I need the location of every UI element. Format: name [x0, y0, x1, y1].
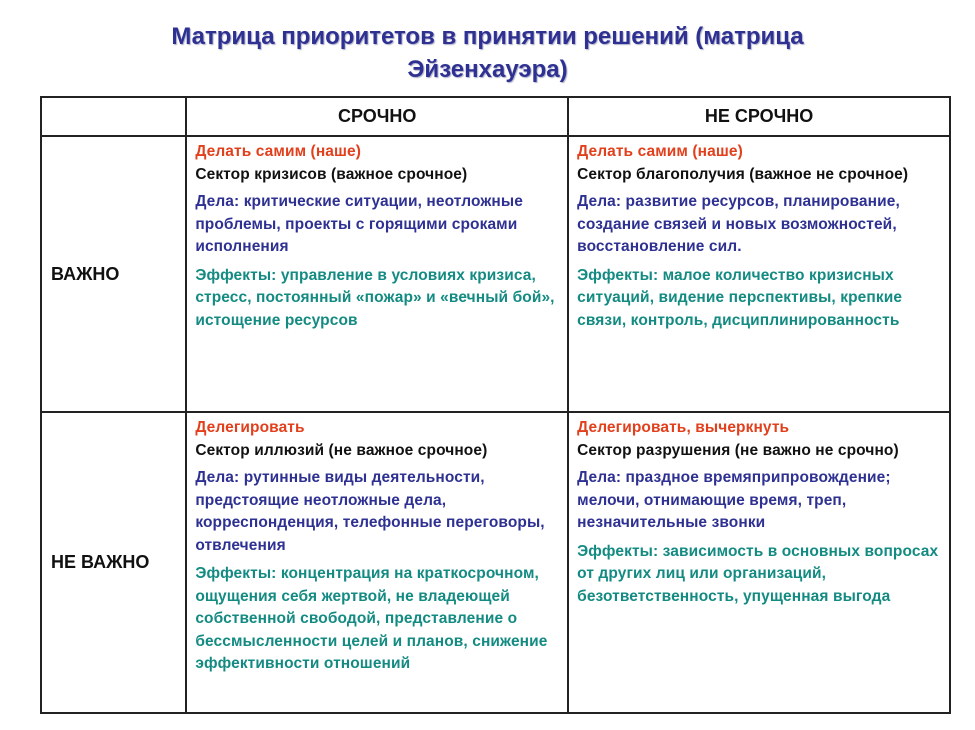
quadrant-action: Делать самим (наше): [577, 143, 743, 160]
table-row-not-important: [41, 412, 950, 713]
corner-cell: [41, 97, 186, 136]
quadrant-illusions: [186, 412, 568, 713]
header-row: [41, 97, 950, 136]
page-title-line-1: Матрица приоритетов в принятии решений (матрица: [171, 23, 804, 50]
quadrant-tasks: Дела: развитие ресурсов, планирование, создание связей и новых возможностей, восстановление сил.: [577, 193, 900, 255]
row-label-not-important: НЕ ВАЖНО: [41, 412, 186, 713]
quadrant-action: Делегировать, вычеркнуть: [577, 419, 790, 436]
quadrant-effects: Эффекты: управление в условиях кризиса, стресс, постоянный «пожар» и «вечный бой», истощение ресурсов: [195, 266, 555, 329]
quadrant-action: Делать самим (наше): [195, 143, 361, 160]
quadrant-effects: Эффекты: концентрация на краткосрочном, ощущения себя жертвой, не владеющей собственной свободой, представление о бессмысленности целей и планов, снижение эффективности отношений: [195, 565, 548, 672]
quadrant-tasks: Дела: рутинные виды деятельности, предстоящие неотложные дела, корреспонденция, телефонные переговоры, отвлечения: [195, 469, 545, 554]
quadrant-sector: Сектор кризисов (важное срочное): [195, 165, 468, 183]
column-header-not-urgent: НЕ СРОЧНО: [568, 97, 950, 136]
table-row-important: [41, 136, 950, 412]
quadrant-wellbeing: [568, 136, 950, 412]
column-header-urgent: СРОЧНО: [186, 97, 568, 136]
quadrant-tasks: Дела: критические ситуации, неотложные проблемы, проекты с горящими сроками исполнения: [195, 193, 523, 255]
page-title: [0, 20, 975, 86]
quadrant-sector: Сектор благополучия (важное не срочное): [577, 165, 909, 183]
quadrant-tasks: Дела: праздное времяприпровождение; мелочи, отнимающие время, треп, незначительные звонки: [577, 469, 891, 531]
row-label-important: ВАЖНО: [41, 136, 186, 412]
quadrant-effects: Эффекты: зависимость в основных вопросах от других лиц или организаций, безответственность, упущенная выгода: [577, 542, 939, 605]
quadrant-sector: Сектор разрушения (не важно не срочно): [577, 441, 899, 459]
page-title-line-2: Эйзенхауэра): [407, 56, 568, 83]
quadrant-crisis: [186, 136, 568, 412]
quadrant-destruction: [568, 412, 950, 713]
quadrant-sector: Сектор иллюзий (не важное срочное): [195, 441, 488, 459]
eisenhower-matrix-table: [40, 96, 951, 714]
quadrant-effects: Эффекты: малое количество кризисных ситуаций, видение перспективы, крепкие связи, контроль, дисциплинированность: [577, 266, 903, 329]
quadrant-action: Делегировать: [195, 419, 305, 436]
